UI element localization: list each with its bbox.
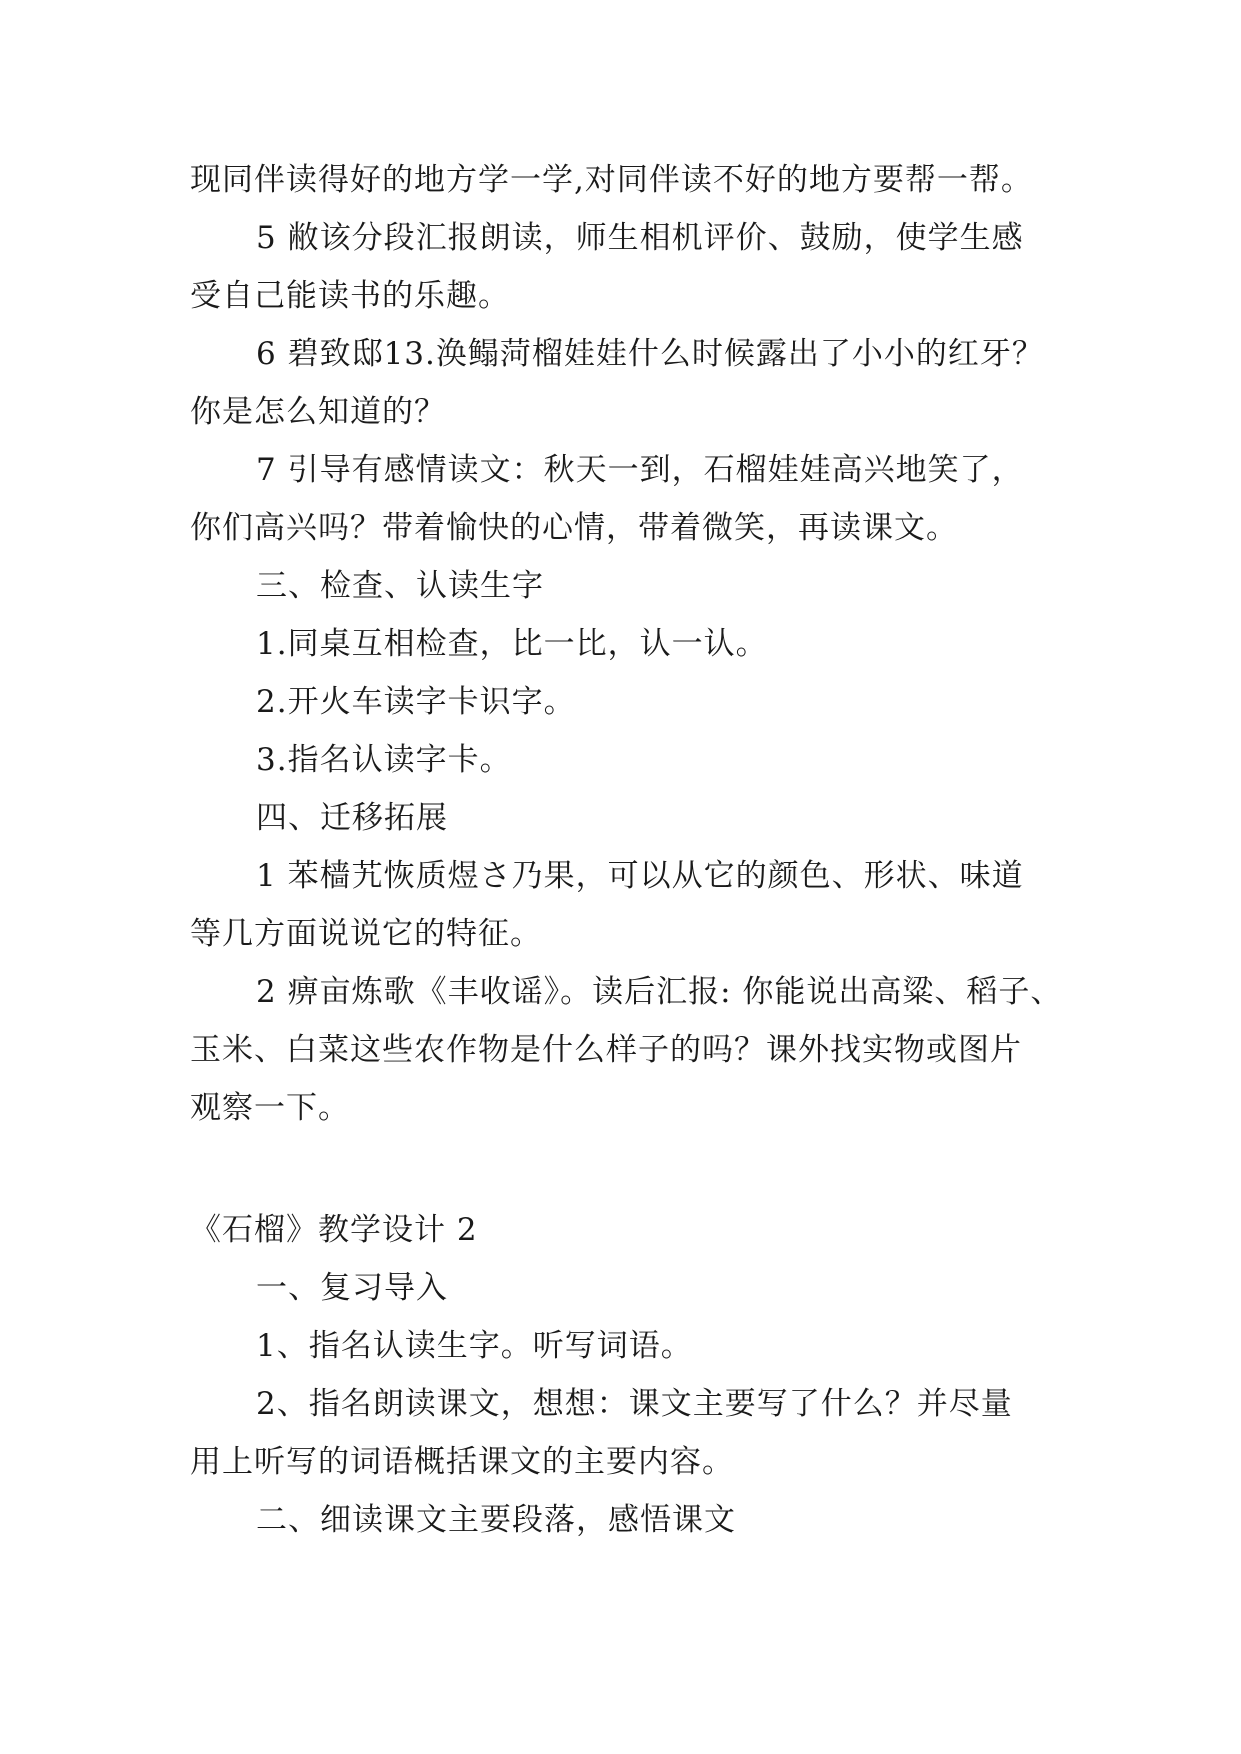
text-line: 2 痹亩炼歌《丰收谣》。读后汇报: 你能说出高粱、稻子、 bbox=[256, 974, 1063, 1010]
text-line: 你们高兴吗？带着愉快的心情，带着微笑，再读课文。 bbox=[190, 510, 958, 546]
text-line: 1 苯樯艽恢质煜さ乃果，可以从它的颜色、形状、味道 bbox=[256, 858, 1024, 894]
text-line: 2、指名朗读课文，想想：课文主要写了什么？并尽量 bbox=[256, 1386, 1013, 1422]
text-line: 观察一下。 bbox=[190, 1090, 350, 1126]
text-line: 玉米、白菜这些农作物是什么样子的吗？课外找实物或图片 bbox=[190, 1032, 1022, 1068]
text-line: 受自己能读书的乐趣。 bbox=[190, 278, 510, 314]
text-line: 用上听写的词语概括课文的主要内容。 bbox=[190, 1444, 734, 1480]
text-line: 6 碧致邸13.涣鳎菏榴娃娃什么时候露出了小小的红牙？ bbox=[256, 336, 1044, 372]
text-line: 现同伴读得好的地方学一学,对同伴读不好的地方要帮一帮。 bbox=[190, 162, 1033, 198]
section-heading: 二、细读课文主要段落，感悟课文 bbox=[256, 1502, 736, 1538]
text-line: 1.同桌互相检查，比一比，认一认。 bbox=[256, 626, 768, 662]
document-title: 《石榴》教学设计 2 bbox=[190, 1212, 478, 1248]
text-line: 5 敝该分段汇报朗读，师生相机评价、鼓励，使学生感 bbox=[256, 220, 1024, 256]
text-line: 3.指名认读字卡。 bbox=[256, 742, 512, 778]
section-heading: 三、检查、认读生字 bbox=[256, 568, 544, 604]
text-line: 2.开火车读字卡识字。 bbox=[256, 684, 576, 720]
text-line: 你是怎么知道的？ bbox=[190, 394, 446, 430]
text-line: 等几方面说说它的特征。 bbox=[190, 916, 542, 952]
section-heading: 一、复习导入 bbox=[256, 1270, 448, 1306]
section-heading: 四、迁移拓展 bbox=[256, 800, 448, 836]
text-line: 7 引导有感情读文：秋天一到，石榴娃娃高兴地笑了， bbox=[256, 452, 1024, 488]
text-line: 1、指名认读生字。听写词语。 bbox=[256, 1328, 693, 1364]
